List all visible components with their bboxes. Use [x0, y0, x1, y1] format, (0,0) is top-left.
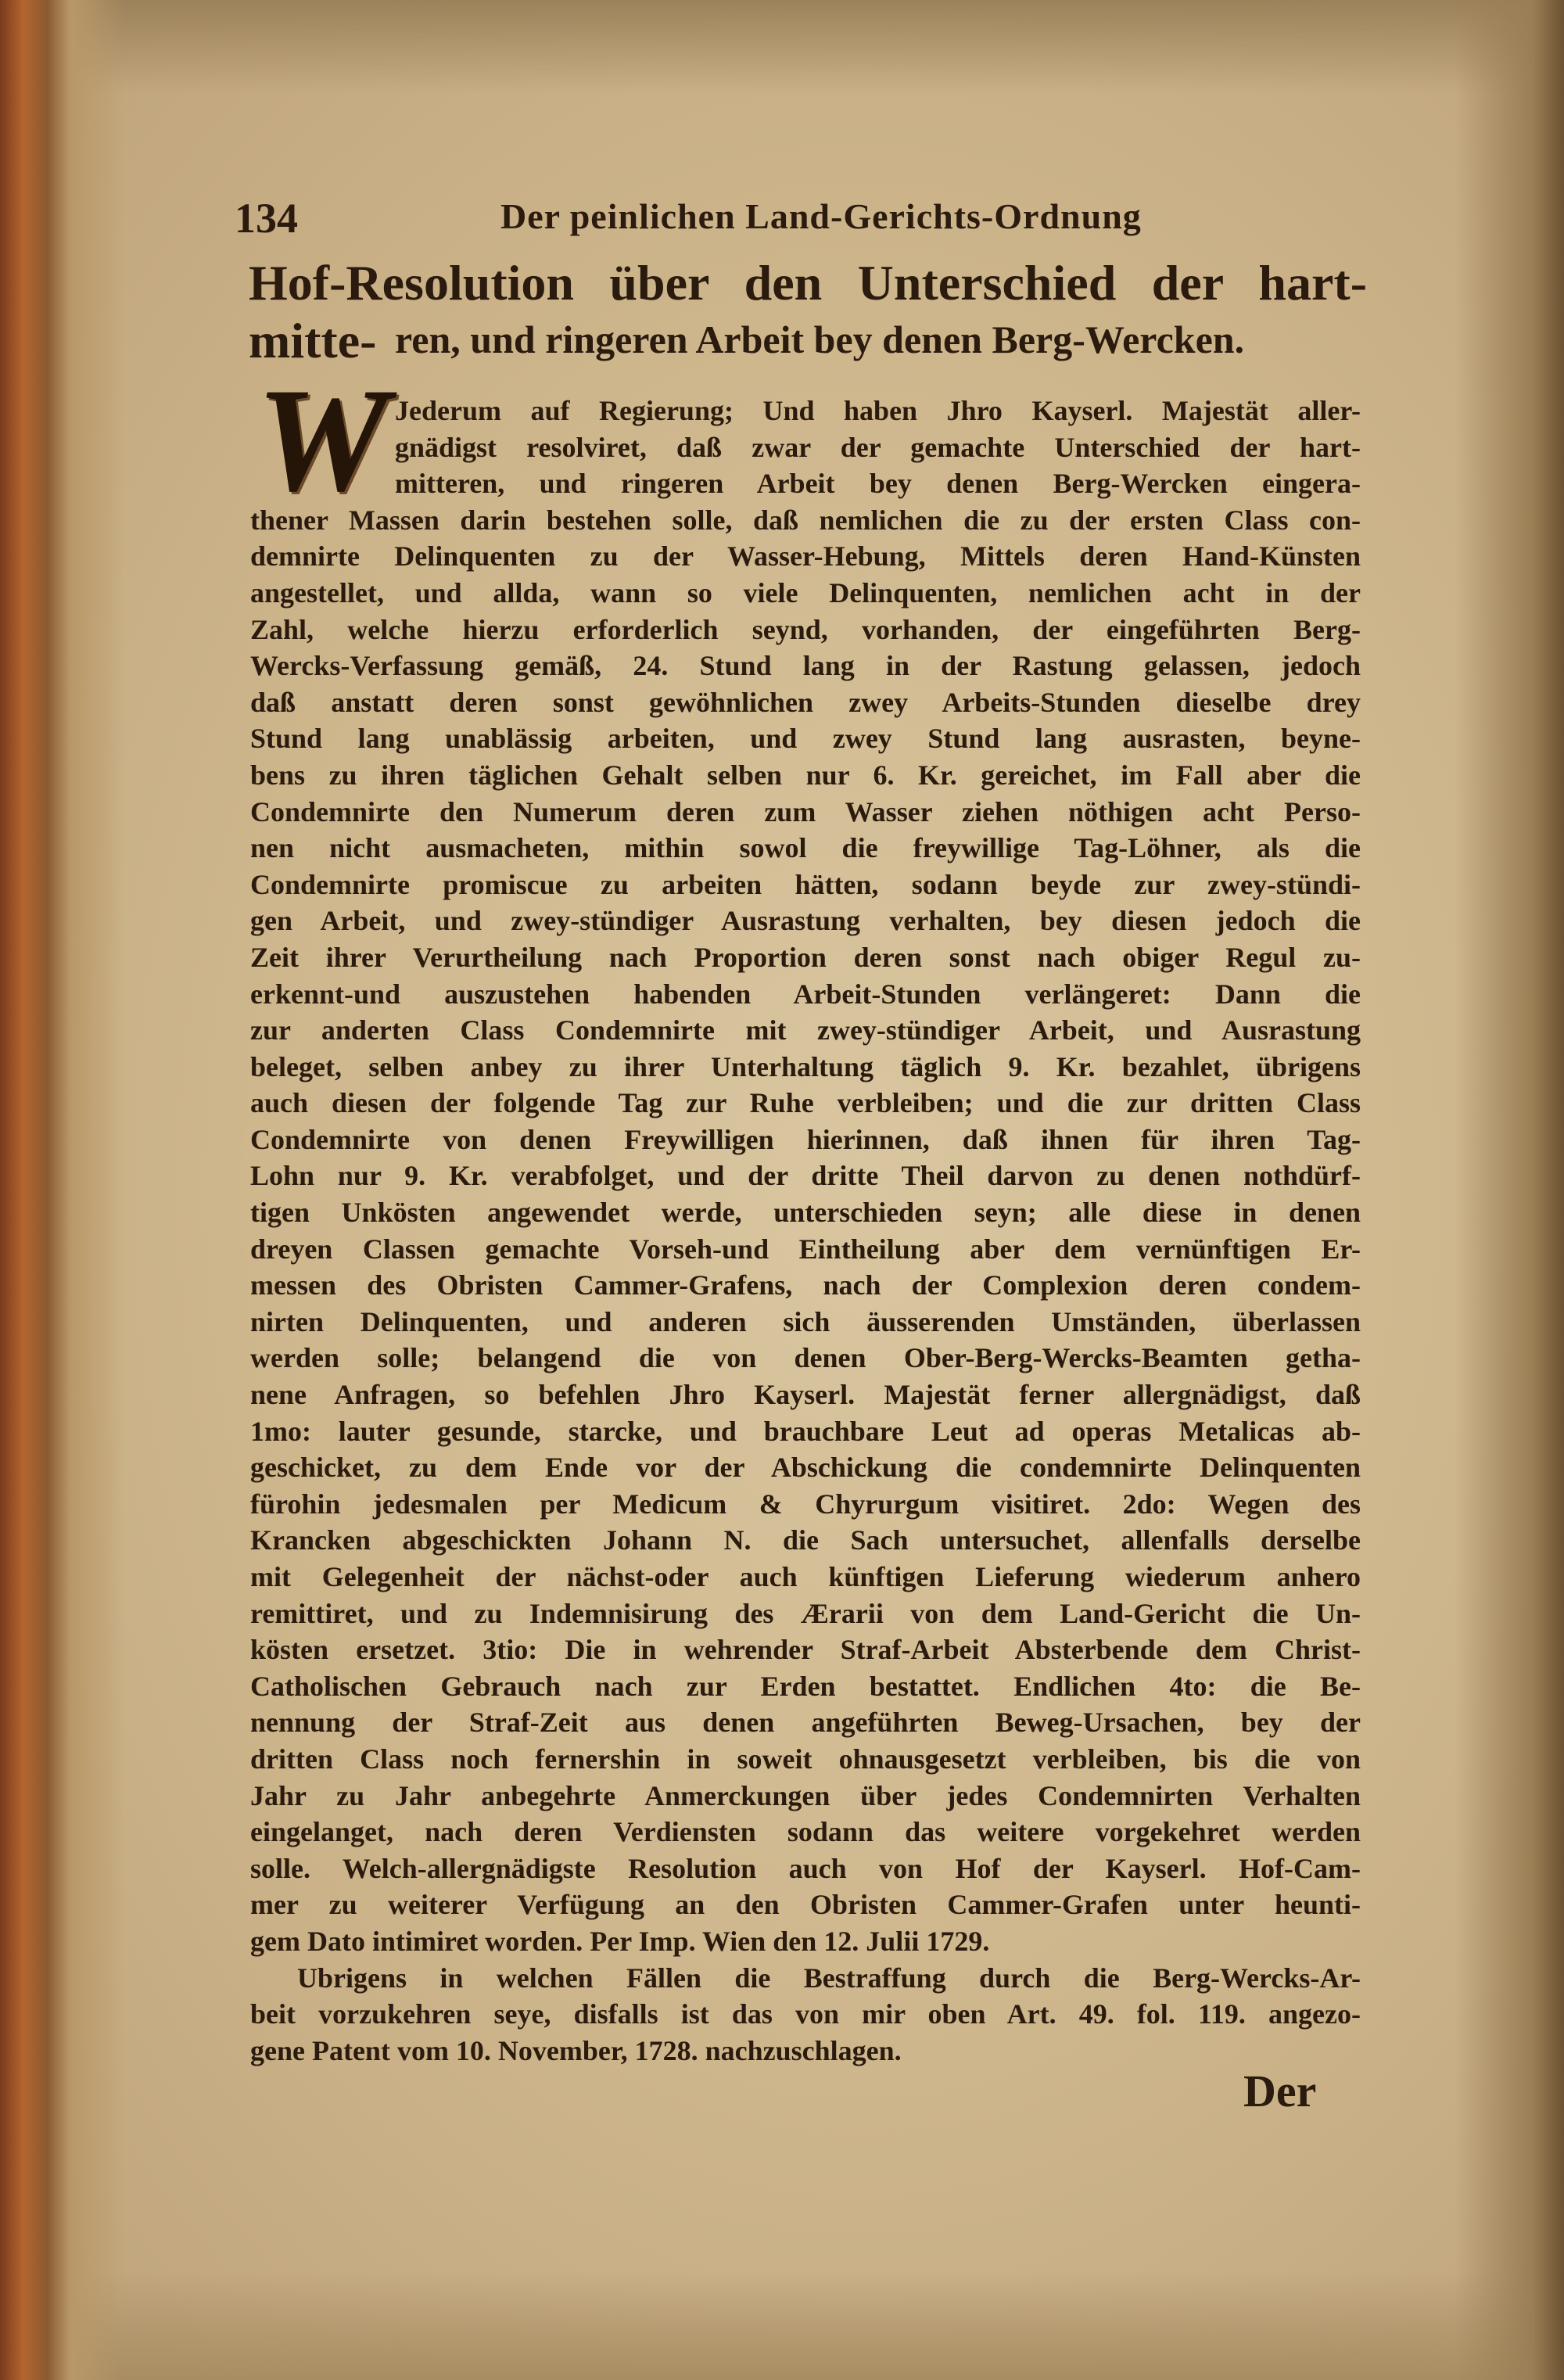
text-line: beit vorzukehren seye, disfalls ist das von mir oben Art. 49. fol. 119. angezo- [250, 1998, 1361, 2030]
page-number: 134 [235, 195, 298, 242]
text-line: Zahl, welche hierzu erforderlich seynd, vorhanden, der eingeführten Berg- [250, 613, 1361, 645]
text-line: nen nicht ausmacheten, mithin sowol die freywillige Tag-Löhner, als die [250, 832, 1361, 864]
text-line: demnirte Delinquenten zu der Wasser-Hebung, Mittels deren Hand-Künsten [250, 540, 1361, 573]
section-title-line-1: Hof-Resolution über den Unterschied der hart-mitte- [249, 255, 1367, 368]
text-line: gem Dato intimiret worden. Per Imp. Wien den 12. Julii 1729. [250, 1925, 990, 1957]
text-line: nirten Delinquenten, und anderen sich äusserenden Umständen, überlassen [250, 1305, 1361, 1337]
text-line: erkennt-und auszustehen habenden Arbeit-Stunden verlängeret: Dann die [250, 978, 1361, 1010]
text-line: Zeit ihrer Verurtheilung nach Proportion deren sonst nach obiger Regul zu- [250, 941, 1361, 973]
text-line: fürohin jedesmalen per Medicum & Chyrurgum visitiret. 2do: Wegen des [250, 1488, 1361, 1520]
text-line: gen Arbeit, und zwey-stündiger Ausrastung verhalten, bey diesen jedoch die [250, 905, 1361, 937]
text-line: Lohn nur 9. Kr. verabfolget, und der dritte Theil darvon zu denen nothdürf- [250, 1160, 1361, 1192]
text-line: angestellet, und allda, wann so viele Delinquenten, nemlichen acht in der [250, 576, 1361, 608]
text-line: gene Patent vom 10. November, 1728. nachzuschlagen. [250, 2034, 902, 2066]
text-line: nennung der Straf-Zeit aus denen angeführten Beweg-Ursachen, bey der [250, 1707, 1361, 1739]
drop-cap-initial: W [256, 358, 389, 522]
text-line: Krancken abgeschickten Johann N. die Sach untersuchet, allenfalls derselbe [250, 1524, 1361, 1556]
catchword: Der [1243, 2066, 1317, 2116]
text-line: gnädigst resolviret, daß zwar der gemachte Unterschied der hart- [395, 431, 1361, 463]
text-line: Condemnirte den Numerum deren zum Wasser ziehen nöthigen acht Perso- [250, 795, 1361, 827]
text-line: thener Massen darin bestehen solle, daß nemlichen die zu der ersten Class con- [250, 504, 1361, 536]
text-line: dreyen Classen gemachte Vorseh-und Eintheilung aber dem vernünftigen Er- [250, 1233, 1361, 1265]
text-line: auch diesen der folgende Tag zur Ruhe verbleiben; und die zur dritten Class [250, 1087, 1361, 1119]
text-line: messen des Obristen Cammer-Grafens, nach der Complexion deren condem- [250, 1269, 1361, 1301]
text-line: mitteren, und ringeren Arbeit bey denen Berg-Wercken eingera- [395, 468, 1361, 500]
text-line: Ubrigens in welchen Fällen die Bestraffung durch die Berg-Wercks-Ar- [297, 1962, 1361, 1994]
text-line: beleget, selben anbey zu ihrer Unterhaltung täglich 9. Kr. bezahlet, übrigens [250, 1050, 1361, 1082]
text-line: geschicket, zu dem Ende vor der Abschickung die condemnirte Delinquenten [250, 1452, 1361, 1484]
text-line: Condemnirte von denen Freywilligen hierinnen, daß ihnen für ihren Tag- [250, 1123, 1361, 1155]
text-line: werden solle; belangend die von denen Ober-Berg-Wercks-Beamten getha- [250, 1342, 1361, 1374]
section-title-line-2: ren, und ringeren Arbeit bey denen Berg-Wercken. [395, 318, 1245, 361]
text-line: mer zu weiterer Verfügung an den Obristen Cammer-Grafen unter heunti- [250, 1889, 1361, 1921]
text-line: bens zu ihren täglichen Gehalt selben nur 6. Kr. gereichet, im Fall aber die [250, 759, 1361, 791]
text-line: eingelanget, nach deren Verdiensten sodann das weitere vorgekehret werden [250, 1816, 1361, 1848]
text-line: kösten ersetzet. 3tio: Die in wehrender Straf-Arbeit Absterbende dem Christ- [250, 1634, 1361, 1666]
text-line: zur anderten Class Condemnirte mit zwey-stündiger Arbeit, und Ausrastung [250, 1014, 1361, 1046]
text-line: mit Gelegenheit der nächst-oder auch künftigen Lieferung wiederum anhero [250, 1561, 1361, 1592]
text-line: nene Anfragen, so befehlen Jhro Kayserl. Majestät ferner allergnädigst, daß [250, 1379, 1361, 1411]
text-line: Wercks-Verfassung gemäß, 24. Stund lang in der Rastung gelassen, jedoch [250, 650, 1361, 682]
text-line: dritten Class noch fernershin in soweit ohnausgesetzt verbleiben, bis die von [250, 1743, 1361, 1775]
text-line: 1mo: lauter gesunde, starcke, und brauchbare Leut ad operas Metalicas ab- [250, 1415, 1361, 1447]
text-line: solle. Welch-allergnädigste Resolution auch von Hof der Kayserl. Hof-Cam- [250, 1852, 1361, 1884]
text-line: Jederum auf Regierung; Und haben Jhro Kayserl. Majestät aller- [395, 395, 1361, 426]
text-line: daß anstatt deren sonst gewöhnlichen zwey Arbeits-Stunden dieselbe drey [250, 686, 1361, 718]
text-line: Stund lang unablässig arbeiten, und zwey Stund lang ausrasten, beyne- [250, 723, 1361, 755]
text-line: remittiret, und zu Indemnisirung des Ærarii von dem Land-Gericht die Un- [250, 1597, 1361, 1629]
running-head: Der peinlichen Land-Gerichts-Ordnung [500, 196, 1142, 236]
body-text [250, 393, 1361, 2069]
text-line: tigen Unkösten angewendet werde, unterschieden seyn; alle diese in denen [250, 1197, 1361, 1229]
text-line: Catholischen Gebrauch nach zur Erden bestattet. Endlichen 4to: die Be- [250, 1670, 1361, 1702]
text-line: Condemnirte promiscue zu arbeiten hätten, sodann beyde zur zwey-stündi- [250, 868, 1361, 900]
text-line: Jahr zu Jahr anbegehrte Anmerckungen über jedes Condemnirten Verhalten [250, 1779, 1361, 1811]
